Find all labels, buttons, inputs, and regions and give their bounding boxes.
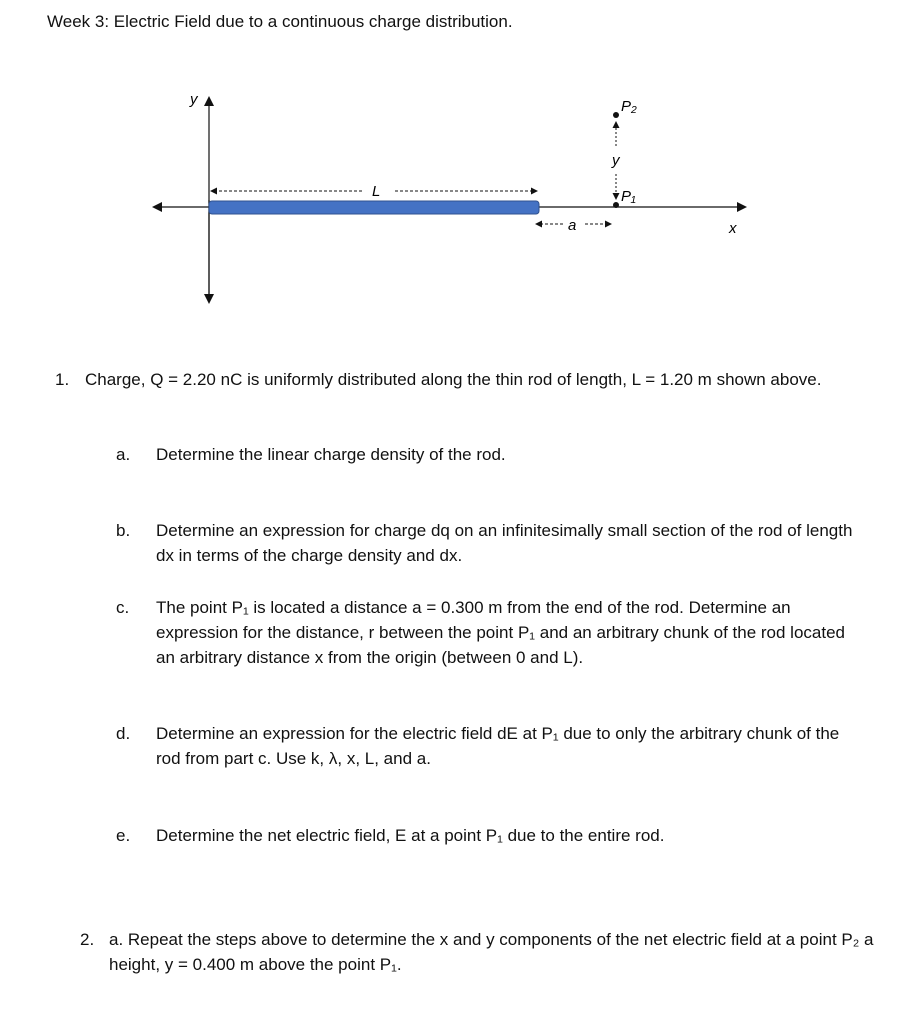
part-text: The point P₁ is located a distance a = 0.300 m from the end of the rod. Determine an expression for the distance, r between the point P₁ and an arbitrary chunk of the rod located an arbitrary distance x from the origin (between 0 and L). xyxy=(156,598,845,667)
question-text: a. Repeat the steps above to determine the x and y components of the net electric field at a point P₂ a height, y = 0.400 m above the point P₁. xyxy=(109,930,874,974)
part-e xyxy=(116,823,856,848)
part-b xyxy=(116,518,856,568)
part-label: b. xyxy=(116,521,131,540)
part-text: Determine the net electric field, E at a point P₁ due to the entire rod. xyxy=(156,826,665,845)
part-d xyxy=(116,721,856,771)
x-axis-label: x xyxy=(729,220,737,237)
part-label: d. xyxy=(116,724,131,743)
question-number: 1. xyxy=(55,370,70,389)
part-label: c. xyxy=(116,598,130,617)
part-c xyxy=(116,595,856,670)
point-p1 xyxy=(613,202,619,208)
charged-rod xyxy=(209,201,539,214)
question-text: Charge, Q = 2.20 nC is uniformly distributed along the thin rod of length, L = 1.20 m shown above. xyxy=(85,370,822,389)
part-text: Determine an expression for charge dq on an infinitesimally small section of the rod of length dx in terms of the charge density and dx. xyxy=(156,521,853,565)
part-a xyxy=(116,442,856,467)
gap-label: a xyxy=(568,217,577,234)
part-label: e. xyxy=(116,826,131,845)
point-p1-label: P₁ xyxy=(621,188,636,205)
length-label: L xyxy=(372,183,381,200)
point-p2-label: P₂ xyxy=(621,98,637,115)
part-text: Determine the linear charge density of the rod. xyxy=(156,445,506,464)
question-1 xyxy=(55,367,875,392)
page-title: Week 3: Electric Field due to a continuous charge distribution. xyxy=(47,12,513,31)
point-p2 xyxy=(613,112,619,118)
question-number: 2. xyxy=(80,930,95,949)
part-text: Determine an expression for the electric field dE at P₁ due to only the arbitrary chunk of the rod from part c. Use k, λ, x, L, and a. xyxy=(156,724,840,768)
y-axis-label: y xyxy=(190,91,198,108)
rod-diagram xyxy=(0,0,919,360)
height-label: y xyxy=(612,152,620,169)
part-label: a. xyxy=(116,445,131,464)
question-2 xyxy=(80,927,880,977)
